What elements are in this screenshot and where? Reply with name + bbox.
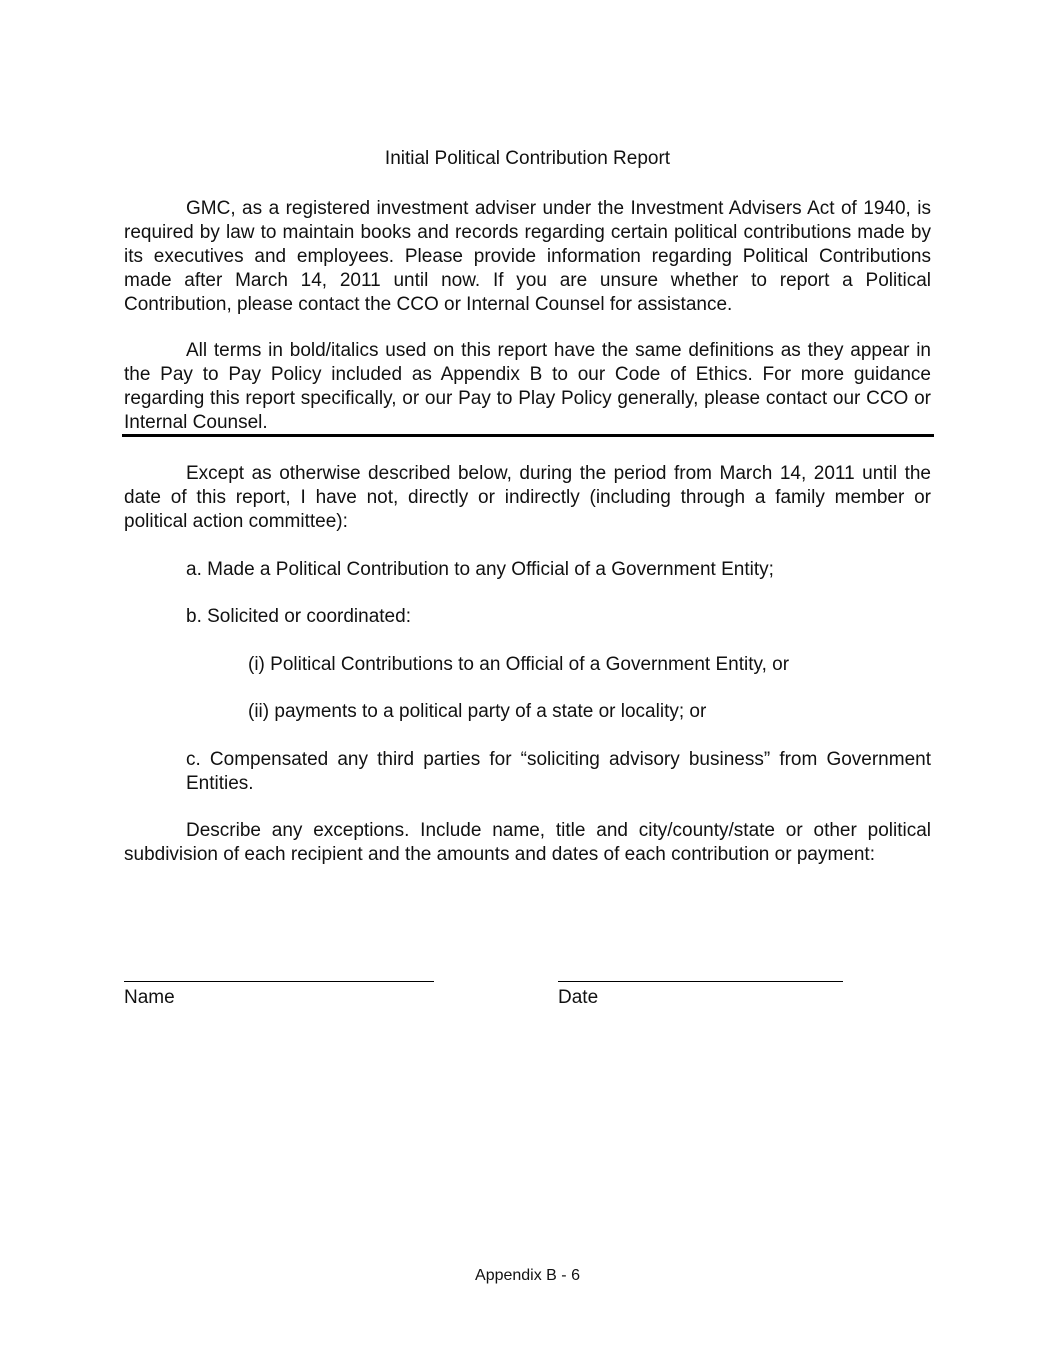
name-signature-line[interactable] <box>124 981 434 982</box>
list-item-b: b. Solicited or coordinated: <box>186 606 411 627</box>
date-label: Date <box>558 987 599 1008</box>
except-paragraph: Except as otherwise described below, during the period from March 14, 2011 until the date of this report, I have not, directly or indirectly (including through a family member or political action committee): <box>124 463 931 532</box>
list-item-b-ii: (ii) payments to a political party of a state or locality; or <box>248 701 707 722</box>
list-item-a: a. Made a Political Contribution to any Official of a Government Entity; <box>186 559 774 580</box>
page-footer: Appendix B - 6 <box>475 1267 580 1284</box>
page-title: Initial Political Contribution Report <box>384 148 671 169</box>
name-label: Name <box>124 987 175 1008</box>
intro-paragraph-1: GMC, as a registered investment adviser under the Investment Advisers Act of 1940, is required by law to maintain books and records regarding certain political contributions made by its executives and employees. Please provide information regarding Political Contributions made after March 14, 2011 until now. If you are unsure whether to report a Political Contribution, please contact the CCO or Internal Counsel for assistance. <box>124 198 931 315</box>
describe-exceptions-paragraph: Describe any exceptions. Include name, title and city/county/state or other political subdivision of each recipient and the amounts and dates of each contribution or payment: <box>124 820 931 865</box>
section-divider <box>122 434 934 437</box>
list-item-c: c. Compensated any third parties for “soliciting advisory business” from Government Entities. <box>186 749 931 794</box>
intro-paragraph-2: All terms in bold/italics used on this report have the same definitions as they appear in the Pay to Pay Policy included as Appendix B to our Code of Ethics. For more guidance regarding this report specifically, or our Pay to Play Policy generally, please contact our CCO or Internal Counsel. <box>124 340 931 433</box>
list-item-b-i: (i) Political Contributions to an Official of a Government Entity, or <box>248 654 790 675</box>
date-signature-line[interactable] <box>558 981 843 982</box>
